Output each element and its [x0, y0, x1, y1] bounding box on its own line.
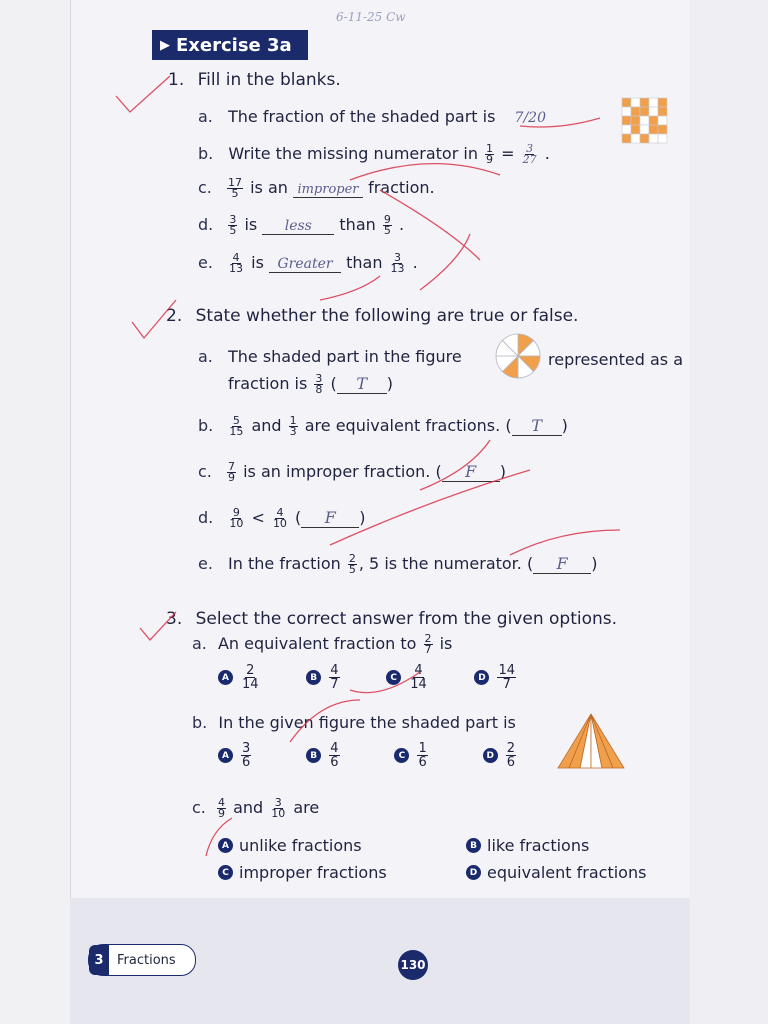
option-text: unlike fractions	[239, 836, 362, 855]
item-text: than	[346, 253, 383, 272]
denominator: 8	[315, 383, 323, 396]
denominator: 6	[242, 755, 251, 770]
handwritten-answer: less	[262, 218, 334, 235]
denominator: 6	[506, 755, 515, 770]
item-text: In the given figure the shaded part is	[218, 713, 516, 732]
option-badge: B	[306, 670, 321, 685]
item-text: represented as a	[548, 350, 684, 369]
item-text: are	[293, 798, 320, 817]
denominator: 9	[227, 471, 235, 484]
denominator: 7	[330, 677, 339, 692]
denominator: 3	[289, 425, 297, 438]
denominator: 6	[330, 755, 339, 770]
option-badge: C	[394, 748, 409, 763]
option-badge: A	[218, 748, 233, 763]
option-badge: B	[466, 838, 481, 853]
numerator: 1	[418, 741, 427, 756]
item-label: b.	[198, 416, 214, 435]
option-badge: C	[386, 670, 401, 685]
option-badge: D	[466, 865, 481, 880]
denominator: 27	[522, 153, 537, 166]
item-text: fraction is	[228, 374, 308, 393]
numerator: 2	[424, 632, 432, 645]
numerator: 3	[394, 251, 402, 264]
item-text: fraction.	[368, 178, 435, 197]
denominator: 15	[229, 425, 244, 438]
handwritten-answer: F	[301, 508, 359, 528]
option-badge: A	[218, 670, 233, 685]
item-label: a.	[192, 634, 207, 653]
denominator: 5	[383, 224, 391, 237]
chapter-name: Fractions	[117, 952, 176, 968]
item-label: a.	[198, 347, 213, 366]
numerator: 3	[242, 741, 251, 756]
numerator: 4	[414, 663, 423, 678]
item-label: e.	[198, 554, 213, 573]
chapter-number: 3	[89, 945, 109, 975]
item-label: c.	[198, 462, 212, 481]
numerator: 4	[232, 251, 240, 264]
numerator: 17	[227, 176, 242, 189]
numerator: 2	[348, 552, 356, 565]
period: .	[398, 215, 405, 234]
numerator: 9	[383, 213, 391, 226]
denominator: 10	[272, 517, 287, 530]
equals-sign: =	[501, 144, 515, 163]
item-label: b.	[198, 144, 214, 163]
item-text: is an improper fraction.	[243, 462, 431, 481]
item-text: The fraction of the shaded part is	[227, 107, 496, 126]
numerator: 3	[315, 372, 323, 385]
item-label: c.	[192, 798, 206, 817]
item-label: d.	[198, 215, 214, 234]
item-text: , 5 is the numerator.	[358, 554, 522, 573]
item-text: are equivalent fractions.	[304, 416, 501, 435]
numerator: 1	[289, 414, 297, 427]
numerator: 3	[229, 213, 237, 226]
denominator: 5	[229, 224, 237, 237]
option-badge: A	[218, 838, 233, 853]
denominator: 10	[229, 517, 244, 530]
numerator: 3	[526, 142, 534, 155]
less-than-sign: <	[251, 508, 265, 527]
numerator: 4	[217, 796, 225, 809]
item-label: b.	[192, 713, 208, 732]
item-text: is	[244, 215, 258, 234]
question-instruction: State whether the following are true or false.	[195, 306, 579, 326]
item-text: is	[439, 634, 453, 653]
period: .	[544, 144, 550, 163]
question-number: 1.	[168, 70, 185, 90]
numerator: 14	[498, 663, 515, 678]
numerator: 2	[506, 741, 515, 756]
item-text: and	[233, 798, 264, 817]
numerator: 2	[246, 663, 255, 678]
handwritten-answer: Greater	[269, 256, 341, 273]
q2d: d. $\frac{9}{10}$ < $\frac{4}{10}$ ( F )	[198, 506, 366, 530]
option-badge: C	[218, 865, 233, 880]
exercise-title-text: Exercise 3a	[176, 34, 292, 56]
item-text: and	[251, 416, 282, 435]
page-number: 130	[398, 950, 428, 980]
option-badge: D	[474, 670, 489, 685]
item-text: The shaded part in the figure	[227, 347, 462, 366]
item-text: is	[251, 253, 264, 272]
item-text: than	[339, 215, 376, 234]
numerator: 7	[227, 460, 235, 473]
q2b: b. $\frac{5}{15}$ and $\frac{1}{3}$ are equivalent fractions. ( T )	[198, 414, 568, 438]
denominator: 14	[242, 677, 259, 692]
denominator: 14	[410, 677, 427, 692]
denominator: 9	[217, 807, 225, 820]
handwritten-answer: T	[512, 416, 562, 436]
item-text: is an	[250, 178, 288, 197]
question-instruction: Select the correct answer from the given options.	[195, 609, 618, 629]
numerator: 3	[274, 796, 282, 809]
numerator: 9	[232, 506, 240, 519]
denominator: 9	[486, 153, 494, 166]
handwritten-answer: T	[337, 374, 387, 394]
denominator: 13	[390, 262, 405, 275]
option-badge: B	[306, 748, 321, 763]
numerator: 1	[486, 142, 494, 155]
numerator: 4	[330, 741, 339, 756]
denominator: 13	[229, 262, 244, 275]
denominator: 7	[502, 677, 511, 692]
option-text: equivalent fractions	[487, 863, 647, 882]
option-text: like fractions	[487, 836, 590, 855]
play-icon: ▶	[160, 37, 170, 53]
denominator: 7	[424, 643, 432, 656]
item-text: Write the missing numerator in	[228, 144, 478, 163]
option-badge: D	[483, 748, 498, 763]
q2c: c. $\frac{7}{9}$ is an improper fraction. ( F )	[198, 460, 506, 484]
numerator: 5	[232, 414, 240, 427]
question-number: 3.	[166, 609, 183, 629]
item-label: c.	[198, 178, 212, 197]
chapter-label	[88, 944, 196, 976]
date-note: 6-11-25 Cw	[336, 10, 406, 24]
q2a-line2: fraction is $\frac{3}{8}$ ( T )	[228, 372, 393, 396]
item-label: d.	[198, 508, 214, 527]
handwritten-answer: 7/20	[514, 110, 546, 126]
numerator: 4	[330, 663, 339, 678]
q2e: e. In the fraction $\frac{2}{5}$ , 5 is the numerator. ( F )	[198, 552, 598, 576]
numerator: 4	[276, 506, 284, 519]
question-instruction: Fill in the blanks.	[197, 70, 341, 90]
item-text: In the fraction	[228, 554, 341, 573]
handwritten-answer: F	[442, 462, 500, 482]
denominator: 5	[231, 187, 239, 200]
denominator: 5	[348, 563, 356, 576]
item-label: e.	[198, 253, 213, 272]
denominator: 10	[271, 807, 286, 820]
option-text: improper fractions	[239, 863, 387, 882]
denominator: 6	[418, 755, 427, 770]
item-text: An equivalent fraction to	[217, 634, 417, 653]
handwritten-answer: improper	[293, 182, 363, 198]
handwritten-answer: F	[533, 554, 591, 574]
period: .	[412, 253, 418, 272]
question-number: 2.	[166, 306, 183, 326]
item-label: a.	[198, 107, 213, 126]
